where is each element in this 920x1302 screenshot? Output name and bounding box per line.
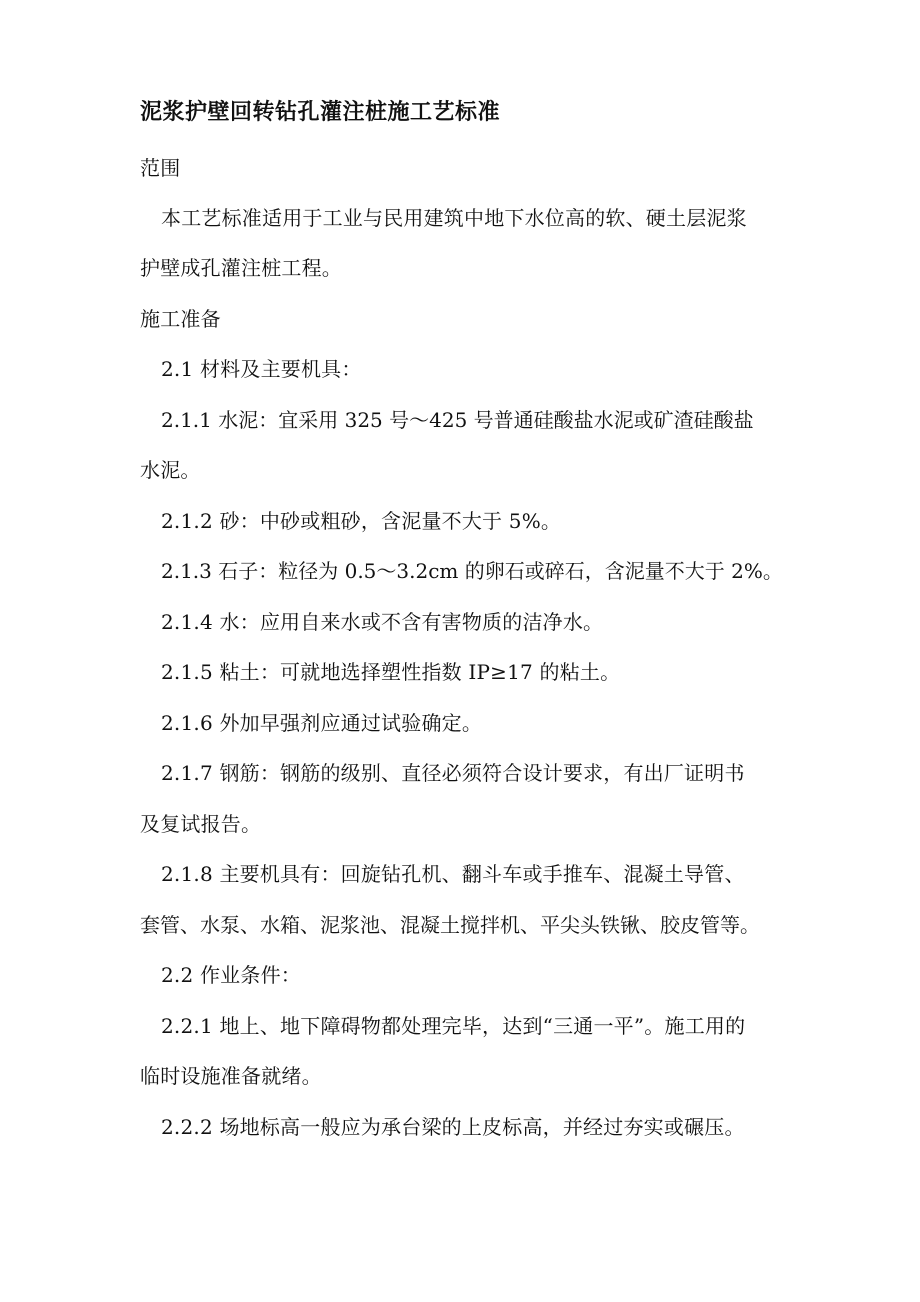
paragraph-line: 本工艺标准适用于工业与民用建筑中地下水位高的软、硬土层泥浆 (161, 206, 747, 230)
paragraph-line: 2.1.7 钢筋：钢筋的级别、直径必须符合设计要求，有出厂证明书 (161, 761, 745, 785)
paragraph-line: 护壁成孔灌注桩工程。 (140, 256, 342, 280)
paragraph-line: 2.1.3 石子：粒径为 0.5～3.2cm 的卵石或碎石，含泥量不大于 2%。 (161, 559, 783, 583)
section-heading-preparation: 施工准备 (140, 307, 221, 331)
paragraph-line: 2.1.6 外加早强剂应通过试验确定。 (161, 711, 483, 735)
paragraph-line: 2.1.1 水泥：宜采用 325 号～425 号普通硅酸盐水泥或矿渣硅酸盐 (161, 408, 754, 432)
paragraph-line: 套管、水泵、水箱、泥浆池、混凝土搅拌机、平尖头铁锹、胶皮管等。 (140, 913, 760, 937)
subsection-heading: 2.2 作业条件： (161, 963, 301, 987)
document-title: 泥浆护壁回转钻孔灌注桩施工艺标准 (140, 99, 501, 125)
paragraph-line: 2.1.5 粘土：可就地选择塑性指数 IP≥17 的粘土。 (161, 660, 621, 684)
paragraph-line: 临时设施准备就绪。 (140, 1064, 322, 1088)
paragraph-line: 2.2.2 场地标高一般应为承台梁的上皮标高，并经过夯实或碾压。 (161, 1115, 745, 1139)
section-heading-scope: 范围 (140, 156, 181, 180)
paragraph-line: 水泥。 (140, 458, 201, 482)
paragraph-line: 2.1.2 砂：中砂或粗砂，含泥量不大于 5%。 (161, 509, 562, 533)
paragraph-line: 2.2.1 地上、地下障碍物都处理完毕，达到“三通一平”。施工用的 (161, 1014, 746, 1038)
subsection-heading: 2.1 材料及主要机具： (161, 357, 362, 381)
paragraph-line: 2.1.8 主要机具有：回旋钻孔机、翻斗车或手推车、混凝土导管、 (161, 862, 745, 886)
paragraph-line: 2.1.4 水：应用自来水或不含有害物质的洁净水。 (161, 610, 604, 634)
paragraph-line: 及复试报告。 (140, 812, 262, 836)
